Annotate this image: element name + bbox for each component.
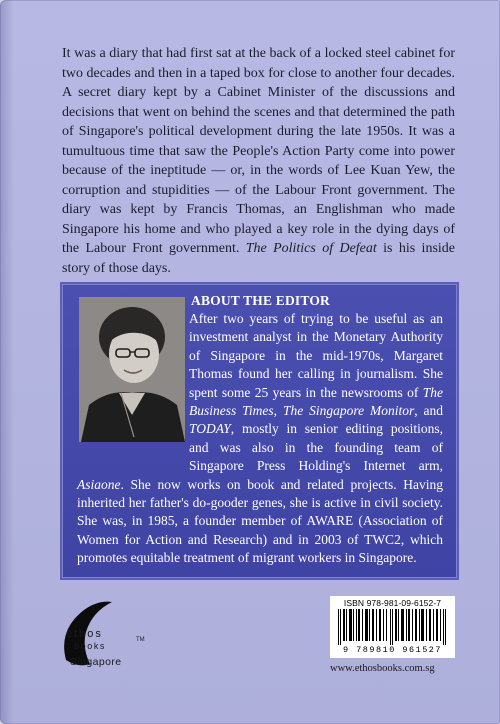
book-title: The Politics of Defeat: [245, 241, 377, 256]
publication-singapore-monitor: The Singapore Monitor: [282, 403, 415, 419]
barcode-digits: 9 789810 961527: [342, 645, 442, 655]
isbn-number: ISBN 978-981-09-6152-7: [343, 598, 442, 608]
about-editor-heading: ABOUT THE EDITOR: [191, 293, 330, 308]
bio-text-a: After two years of trying to be useful as an investment analyst in the Monetary Authority of Singapore in the mid-1970s, Margaret Thomas found her calling in journalism. She spent some 25 years in the newsrooms of: [189, 311, 443, 400]
publisher-wordmark: ethos: [66, 628, 103, 640]
editor-bio: [77, 310, 443, 568]
book-blurb: [62, 44, 455, 278]
publication-business-times: The Business Times: [189, 384, 443, 419]
about-editor-panel: [62, 284, 457, 578]
publisher-sub: books: [74, 641, 107, 651]
barcode-bars-icon: [336, 609, 449, 645]
bio-text-c: . She now works on book and related projects. Having inherited her father's do-gooder genes, she is active in civil society. She was, in 1985, a founder member of AWARE (Association of Women for Action and Research) and in 2003 of TWC2, which promotes equitable treatment of migrant workers in Singapore.: [77, 476, 443, 566]
bio-sep-1: ,: [273, 403, 283, 419]
publisher-location: Singapore: [70, 656, 122, 668]
publisher-website: www.ethosbooks.com.sg: [330, 663, 435, 674]
isbn-barcode: [330, 596, 455, 658]
bio-sep-2: , and: [414, 403, 443, 419]
blurb-text: It was a diary that had first sat at the back of a locked steel cabinet for two decades and then in a taped box for close to another four decades. A secret diary kept by a Cabinet Minister of the discussions and decisions that went on behind the scenes and that determined the path of Singapore's political development during the late 1950s. It was a tumultuous time that saw the People's Action Party come into power because of the ineptitude — or, in the words of Lee Kuan Yew, the corruption and stupidities — of the Labour Front government. The diary was kept by Francis Thomas, an Englishman who made Singapore his home and who played a key role in the dying days of the Labour Front government.: [62, 46, 455, 256]
spine-shadow: [0, 0, 14, 724]
bio-text-b: , mostly in senior editing positions, and was also in the founding team of Singapore Press Holding's Internet arm,: [189, 421, 443, 474]
publisher-trademark: TM: [136, 637, 145, 643]
publication-asiaone: Asiaone: [77, 476, 121, 492]
blurb-text-end: is his inside story of those days.: [62, 241, 455, 276]
publication-today: TODAY: [189, 421, 231, 437]
